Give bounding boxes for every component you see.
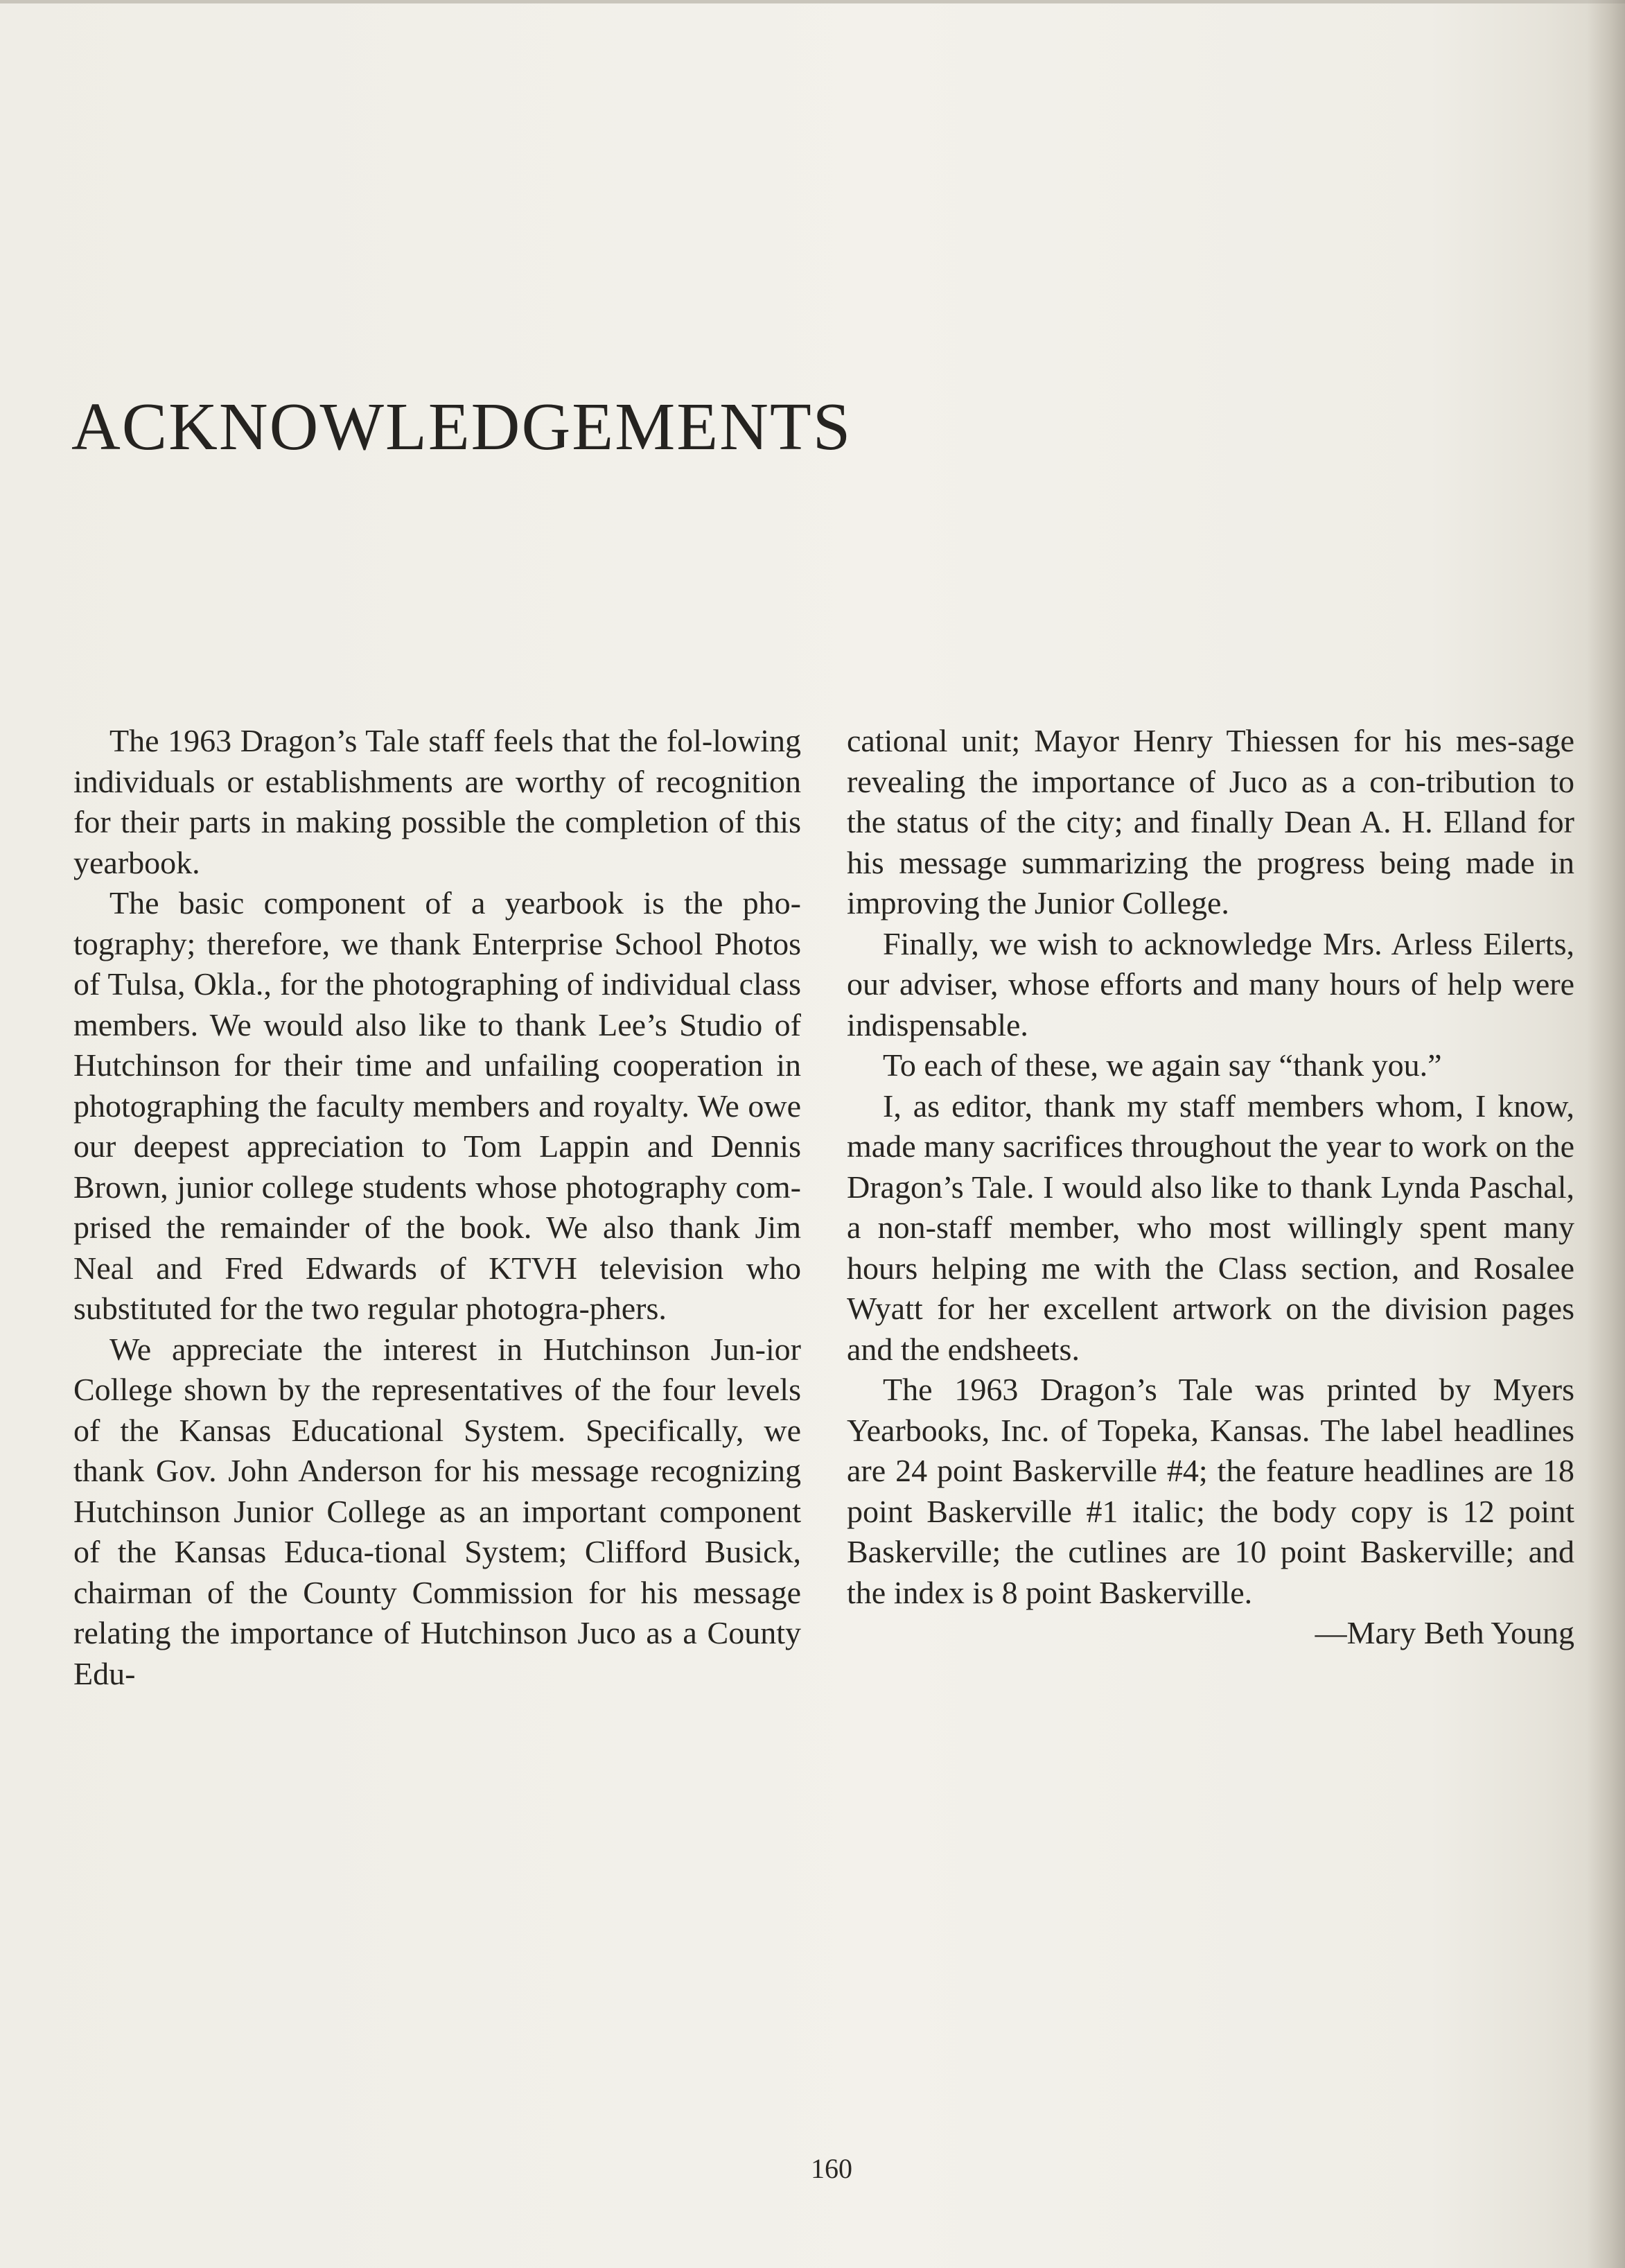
right-text-column [847,721,1574,1654]
page-number: 160 [811,2153,852,2184]
page-spine-shadow [1587,0,1625,2268]
paragraph-editor: I, as editor, thank my staff members whom, I know, made many sacrifices throughout the year to work on the Dragon’s Tale. I would also like to thank Lynda Paschal, a non-staff member, who most willingly spent many hours helping me with the Class section, and Rosalee Wyatt for her excellent artwork on the division pages and the endsheets. [847,1088,1574,1367]
paragraph-thank-you: To each of these, we again say “thank you.” [883,1047,1442,1083]
top-edge-rule [0,0,1625,3]
left-text-column [73,721,801,1694]
paragraph-continued: cational unit; Mayor Henry Thiessen for his mes-sage revealing the importance of Juco as a con-tribution to the status of the city; and finally Dean A. H. Elland for his message summarizing the progress being made in improving the Junior College. [847,723,1574,921]
paragraph-education-system: We appreciate the interest in Hutchinson Jun-ior College shown by the representatives of the four levels of the Kansas Educational System. Specifically, we thank Gov. John Anderson for his message recognizing Hutchinson Junior College as an important component of the Kansas Educa-tional System; Clifford Busick, chairman of the County Commission for his message relating the importance of Hutchinson Juco as a County Edu- [73,1331,801,1691]
paragraph-adviser: Finally, we wish to acknowledge Mrs. Arless Eilerts, our adviser, whose efforts and many hours of help were indispensable. [847,925,1574,1043]
paragraph-intro: The 1963 Dragon’s Tale staff feels that the fol-lowing individuals or establishments are worthy of recognition for their parts in making possible the completion of this yearbook. [73,723,801,880]
page-title: ACKNOWLEDGEMENTS [71,390,852,464]
paragraph-photography: The basic component of a yearbook is the pho-tography; therefore, we thank Enterprise School Photos of Tulsa, Okla., for the photographing of individual class members. We would also like to thank Lee’s Studio of Hutchinson for their time and unfailing cooperation in photographing the faculty members and royalty. We owe our deepest appreciation to Tom Lappin and Dennis Brown, junior college students whose photography com-prised the remainder of the book. We also thank Jim Neal and Fred Edwards of KTVH television who substituted for the two regular photogra-phers. [73,885,801,1326]
signature-line: —Mary Beth Young [1315,1615,1574,1650]
paragraph-printing: The 1963 Dragon’s Tale was printed by Myers Yearbooks, Inc. of Topeka, Kansas. The label headlines are 24 point Baskerville #4; the feature headlines are 18 point Baskerville #1 italic; the body copy is 12 point Baskerville; the cutlines are 10 point Baskerville; and the index is 8 point Baskerville. [847,1372,1574,1610]
